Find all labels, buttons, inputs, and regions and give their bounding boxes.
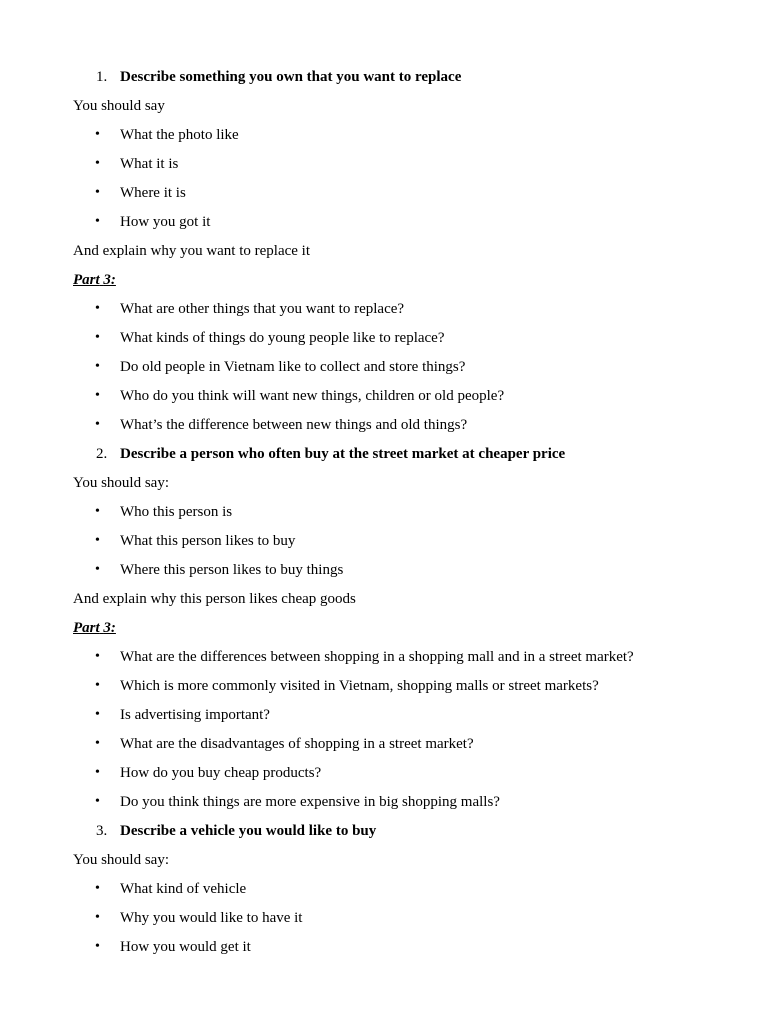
section-2-number: 2.	[96, 446, 108, 462]
bullet-icon: •	[95, 417, 100, 432]
bullet-icon: •	[95, 156, 100, 171]
bullet-icon: •	[95, 330, 100, 345]
section-2-part-heading	[73, 619, 116, 637]
list-item: What are other things that you want to replace?	[120, 301, 405, 317]
bullet-icon: •	[95, 707, 100, 722]
bullet-icon: •	[95, 678, 100, 693]
section-1-closing: And explain why you want to replace it	[73, 243, 311, 259]
bullet-icon: •	[95, 736, 100, 751]
list-item: What the photo like	[120, 127, 239, 143]
list-item: What kind of vehicle	[120, 881, 247, 897]
bullet-icon: •	[95, 910, 100, 925]
list-item: What this person likes to buy	[120, 533, 296, 549]
list-item: What’s the difference between new things and old things?	[120, 417, 468, 433]
bullet-icon: •	[95, 649, 100, 664]
part-word: Part	[73, 620, 100, 636]
list-item: Do old people in Vietnam like to collect and store things?	[120, 359, 466, 375]
part-number: 3:	[103, 620, 116, 636]
bullet-icon: •	[95, 214, 100, 229]
section-3-number: 3.	[96, 823, 108, 839]
section-2-intro: You should say:	[73, 475, 169, 491]
list-item: What are the differences between shopping in a shopping mall and in a street market?	[120, 649, 634, 665]
section-1-title: Describe something you own that you want to replace	[120, 69, 462, 85]
list-item: Who do you think will want new things, children or old people?	[120, 388, 505, 404]
bullet-icon: •	[95, 533, 100, 548]
bullet-icon: •	[95, 127, 100, 142]
list-item: How you would get it	[120, 939, 251, 955]
list-item: What are the disadvantages of shopping in a street market?	[120, 736, 474, 752]
bullet-icon: •	[95, 881, 100, 896]
list-item: Where this person likes to buy things	[120, 562, 344, 578]
list-item: Who this person is	[120, 504, 233, 520]
bullet-icon: •	[95, 504, 100, 519]
list-item: Is advertising important?	[120, 707, 270, 723]
part-number: 3:	[103, 272, 116, 288]
bullet-icon: •	[95, 794, 100, 809]
list-item: How do you buy cheap products?	[120, 765, 322, 781]
section-3-title: Describe a vehicle you would like to buy	[120, 823, 377, 839]
list-item: What it is	[120, 156, 179, 172]
list-item: Where it is	[120, 185, 186, 201]
section-2-title: Describe a person who often buy at the street market at cheaper price	[120, 446, 566, 462]
list-item: Why you would like to have it	[120, 910, 303, 926]
list-item: What kinds of things do young people like to replace?	[120, 330, 445, 346]
list-item: Which is more commonly visited in Vietnam, shopping malls or street markets?	[120, 678, 599, 694]
list-item: Do you think things are more expensive in big shopping malls?	[120, 794, 500, 810]
section-1-number: 1.	[96, 69, 108, 85]
bullet-icon: •	[95, 765, 100, 780]
section-3-intro: You should say:	[73, 852, 169, 868]
section-1-part-heading	[73, 271, 116, 289]
bullet-icon: •	[95, 301, 100, 316]
bullet-icon: •	[95, 939, 100, 954]
bullet-icon: •	[95, 185, 100, 200]
part-word: Part	[73, 272, 100, 288]
section-2-closing: And explain why this person likes cheap goods	[73, 591, 356, 607]
list-item: How you got it	[120, 214, 211, 230]
section-1-intro: You should say	[73, 98, 165, 114]
bullet-icon: •	[95, 562, 100, 577]
bullet-icon: •	[95, 359, 100, 374]
bullet-icon: •	[95, 388, 100, 403]
